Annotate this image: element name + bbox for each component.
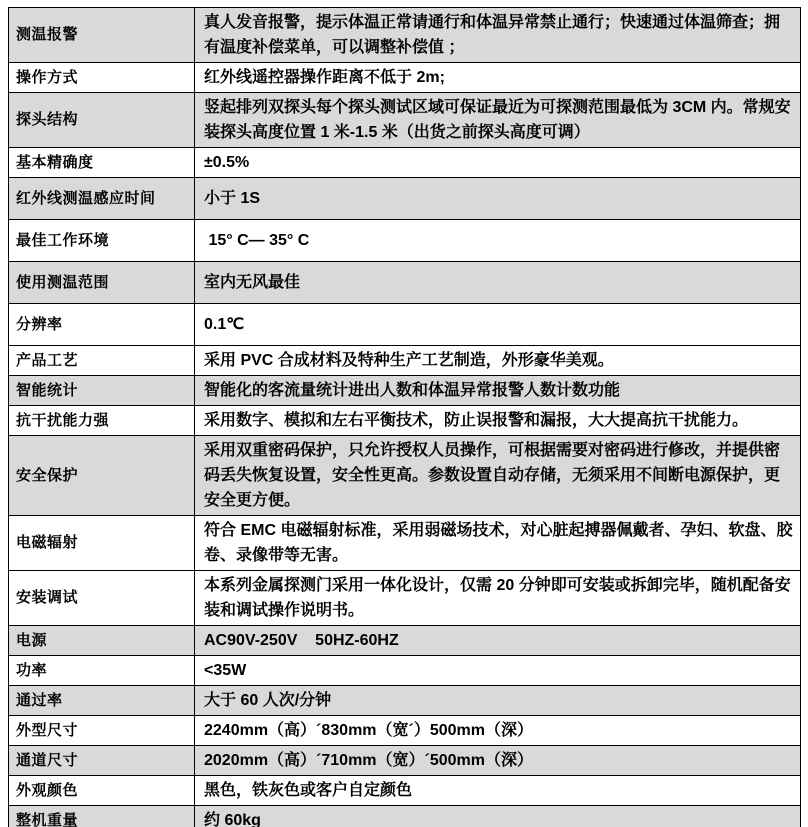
spec-label: 操作方式	[9, 63, 195, 93]
spec-value: 小于 1S	[195, 178, 801, 220]
spec-value: 15° C— 35° C	[195, 220, 801, 262]
spec-label: 电磁辐射	[9, 516, 195, 571]
spec-label: 探头结构	[9, 93, 195, 148]
table-row	[9, 262, 801, 304]
spec-value: ±0.5%	[195, 148, 801, 178]
spec-label: 智能统计	[9, 376, 195, 406]
spec-label: 安装调试	[9, 571, 195, 626]
table-row	[9, 148, 801, 178]
table-row	[9, 178, 801, 220]
table-row	[9, 304, 801, 346]
spec-value: 采用双重密码保护，只允许授权人员操作，可根据需要对密码进行修改，并提供密码丢失恢复设置，安全性更高。参数设置自动存储，无须采用不间断电源保护，更安全更方便。	[195, 436, 801, 516]
spec-label: 功率	[9, 656, 195, 686]
spec-value: 红外线遥控器操作距离不低于 2m;	[195, 63, 801, 93]
spec-label: 使用测温范围	[9, 262, 195, 304]
spec-label: 红外线测温感应时间	[9, 178, 195, 220]
table-row	[9, 406, 801, 436]
table-row	[9, 686, 801, 716]
spec-value: 竖起排列双探头每个探头测试区域可保证最近为可探测范围最低为 3CM 内。常规安装探头高度位置 1 米-1.5 米（出货之前探头高度可调）	[195, 93, 801, 148]
spec-value: 本系列金属探测门采用一体化设计，仅需 20 分钟即可安装或拆卸完毕，随机配备安装和调试操作说明书。	[195, 571, 801, 626]
spec-label: 电源	[9, 626, 195, 656]
spec-label: 基本精确度	[9, 148, 195, 178]
spec-value: 黑色，铁灰色或客户自定颜色	[195, 776, 801, 806]
table-row	[9, 571, 801, 626]
spec-label: 测温报警	[9, 8, 195, 63]
table-row	[9, 63, 801, 93]
spec-value: 采用数字、模拟和左右平衡技术，防止误报警和漏报，大大提高抗干扰能力。	[195, 406, 801, 436]
table-row	[9, 806, 801, 827]
table-row	[9, 776, 801, 806]
table-row	[9, 346, 801, 376]
spec-label: 安全保护	[9, 436, 195, 516]
spec-value: 采用 PVC 合成材料及特种生产工艺制造，外形豪华美观。	[195, 346, 801, 376]
spec-label: 通过率	[9, 686, 195, 716]
table-row	[9, 220, 801, 262]
spec-value: 真人发音报警，提示体温正常请通行和体温异常禁止通行；快速通过体温筛查；拥有温度补偿菜单，可以调整补偿值 ；	[195, 8, 801, 63]
spec-value: 室内无风最佳	[195, 262, 801, 304]
spec-label: 整机重量	[9, 806, 195, 827]
table-row	[9, 516, 801, 571]
spec-value: <35W	[195, 656, 801, 686]
table-row	[9, 376, 801, 406]
table-row	[9, 746, 801, 776]
spec-label: 通道尺寸	[9, 746, 195, 776]
table-row	[9, 436, 801, 516]
spec-label: 分辨率	[9, 304, 195, 346]
spec-table-body	[9, 8, 801, 827]
spec-value: 大于 60 人次/分钟	[195, 686, 801, 716]
table-row	[9, 93, 801, 148]
spec-label: 外型尺寸	[9, 716, 195, 746]
spec-value: 智能化的客流量统计进出人数和体温异常报警人数计数功能	[195, 376, 801, 406]
spec-label: 产品工艺	[9, 346, 195, 376]
table-row	[9, 656, 801, 686]
spec-label: 外观颜色	[9, 776, 195, 806]
spec-value: 2240mm（高）´830mm（宽´）500mm（深）	[195, 716, 801, 746]
table-row	[9, 8, 801, 63]
spec-value: AC90V-250V 50HZ-60HZ	[195, 626, 801, 656]
spec-value: 约 60kg	[195, 806, 801, 827]
spec-value: 符合 EMC 电磁辐射标准，采用弱磁场技术，对心脏起搏器佩戴者、孕妇、软盘、胶卷、录像带等无害。	[195, 516, 801, 571]
table-row	[9, 716, 801, 746]
spec-table	[8, 7, 801, 827]
spec-label: 最佳工作环境	[9, 220, 195, 262]
table-row	[9, 626, 801, 656]
spec-value: 2020mm（高）´710mm（宽）´500mm（深）	[195, 746, 801, 776]
spec-value: 0.1℃	[195, 304, 801, 346]
spec-label: 抗干扰能力强	[9, 406, 195, 436]
